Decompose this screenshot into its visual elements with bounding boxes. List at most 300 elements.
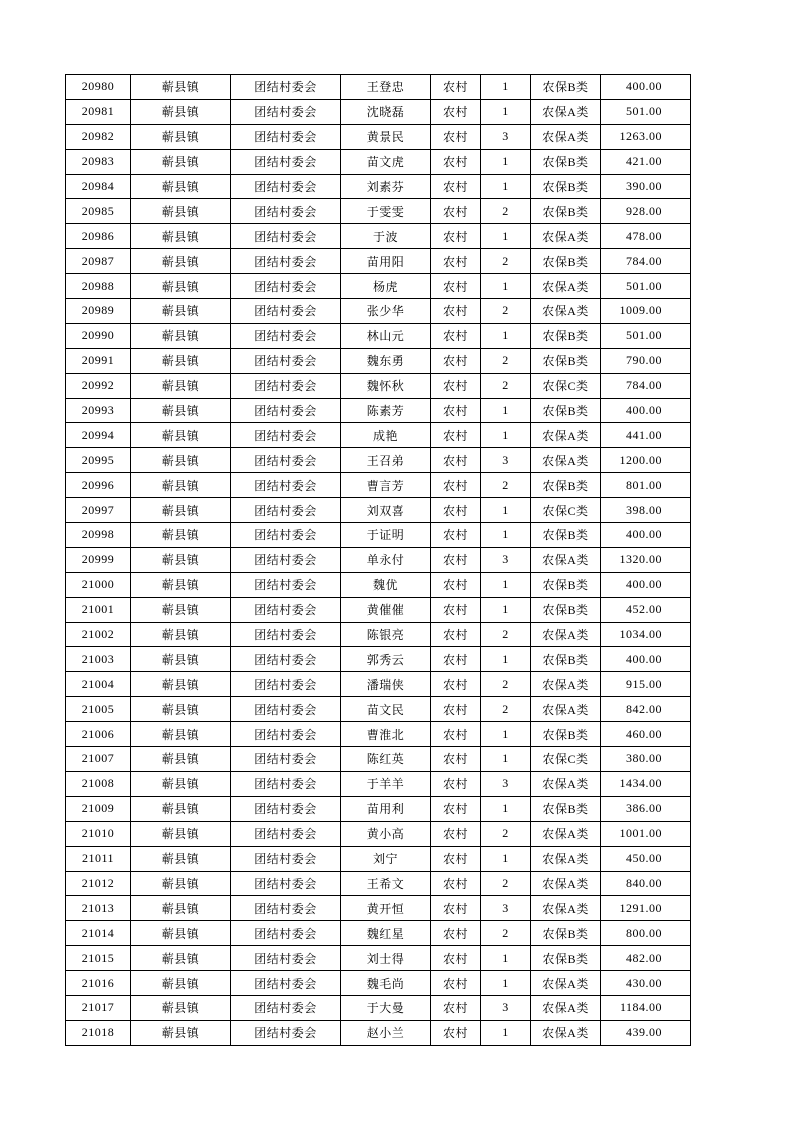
cell-amount: 501.00: [601, 274, 691, 299]
cell-residence: 农村: [431, 597, 481, 622]
cell-insurance-type: 农保C类: [531, 498, 601, 523]
cell-village: 团结村委会: [231, 796, 341, 821]
table-row: [66, 946, 691, 971]
cell-residence: 农村: [431, 896, 481, 921]
cell-residence: 农村: [431, 448, 481, 473]
table-row: [66, 249, 691, 274]
cell-count: 2: [481, 299, 531, 324]
cell-count: 1: [481, 224, 531, 249]
table-row: [66, 672, 691, 697]
cell-town: 蕲县镇: [131, 373, 231, 398]
cell-residence: 农村: [431, 299, 481, 324]
cell-insurance-type: 农保B类: [531, 75, 601, 100]
cell-village: 团结村委会: [231, 75, 341, 100]
cell-town: 蕲县镇: [131, 722, 231, 747]
cell-id: 21007: [66, 747, 131, 772]
table-row: [66, 995, 691, 1020]
cell-insurance-type: 农保B类: [531, 572, 601, 597]
cell-count: 2: [481, 672, 531, 697]
cell-name: 刘士得: [341, 946, 431, 971]
cell-town: 蕲县镇: [131, 249, 231, 274]
cell-residence: 农村: [431, 796, 481, 821]
cell-insurance-type: 农保A类: [531, 697, 601, 722]
cell-insurance-type: 农保B类: [531, 199, 601, 224]
table-row: [66, 348, 691, 373]
cell-town: 蕲县镇: [131, 771, 231, 796]
cell-name: 陈银亮: [341, 622, 431, 647]
cell-id: 20987: [66, 249, 131, 274]
cell-town: 蕲县镇: [131, 747, 231, 772]
table-row: [66, 473, 691, 498]
cell-insurance-type: 农保A类: [531, 274, 601, 299]
cell-residence: 农村: [431, 498, 481, 523]
cell-name: 陈红英: [341, 747, 431, 772]
cell-residence: 农村: [431, 124, 481, 149]
cell-town: 蕲县镇: [131, 871, 231, 896]
cell-residence: 农村: [431, 523, 481, 548]
cell-name: 杨虎: [341, 274, 431, 299]
cell-town: 蕲县镇: [131, 995, 231, 1020]
cell-insurance-type: 农保A类: [531, 299, 601, 324]
table-row: [66, 697, 691, 722]
cell-name: 刘双喜: [341, 498, 431, 523]
cell-name: 曹淮北: [341, 722, 431, 747]
cell-count: 1: [481, 149, 531, 174]
cell-name: 黄催催: [341, 597, 431, 622]
cell-amount: 460.00: [601, 722, 691, 747]
cell-name: 魏优: [341, 572, 431, 597]
cell-village: 团结村委会: [231, 697, 341, 722]
cell-insurance-type: 农保A类: [531, 448, 601, 473]
cell-count: 1: [481, 423, 531, 448]
cell-name: 刘素芬: [341, 174, 431, 199]
cell-id: 21002: [66, 622, 131, 647]
cell-village: 团结村委会: [231, 348, 341, 373]
cell-town: 蕲县镇: [131, 597, 231, 622]
cell-town: 蕲县镇: [131, 75, 231, 100]
table-row: [66, 398, 691, 423]
cell-amount: 400.00: [601, 572, 691, 597]
cell-insurance-type: 农保B类: [531, 174, 601, 199]
cell-residence: 农村: [431, 323, 481, 348]
cell-insurance-type: 农保C类: [531, 747, 601, 772]
table-row: [66, 75, 691, 100]
cell-count: 3: [481, 995, 531, 1020]
table-row: [66, 448, 691, 473]
cell-village: 团结村委会: [231, 299, 341, 324]
cell-name: 成艳: [341, 423, 431, 448]
cell-insurance-type: 农保B类: [531, 473, 601, 498]
cell-residence: 农村: [431, 174, 481, 199]
cell-amount: 1001.00: [601, 821, 691, 846]
cell-residence: 农村: [431, 224, 481, 249]
cell-count: 2: [481, 622, 531, 647]
cell-amount: 784.00: [601, 249, 691, 274]
cell-count: 1: [481, 946, 531, 971]
cell-town: 蕲县镇: [131, 199, 231, 224]
cell-insurance-type: 农保A类: [531, 423, 601, 448]
cell-town: 蕲县镇: [131, 971, 231, 996]
table-row: [66, 498, 691, 523]
cell-count: 2: [481, 348, 531, 373]
cell-town: 蕲县镇: [131, 622, 231, 647]
cell-count: 1: [481, 971, 531, 996]
cell-residence: 农村: [431, 547, 481, 572]
cell-village: 团结村委会: [231, 373, 341, 398]
cell-name: 王召弟: [341, 448, 431, 473]
cell-town: 蕲县镇: [131, 323, 231, 348]
cell-name: 于大曼: [341, 995, 431, 1020]
cell-residence: 农村: [431, 149, 481, 174]
cell-village: 团结村委会: [231, 199, 341, 224]
cell-town: 蕲县镇: [131, 274, 231, 299]
cell-amount: 800.00: [601, 921, 691, 946]
table-row: [66, 149, 691, 174]
cell-village: 团结村委会: [231, 224, 341, 249]
cell-residence: 农村: [431, 1020, 481, 1045]
table-row: [66, 174, 691, 199]
table-row: [66, 846, 691, 871]
cell-amount: 501.00: [601, 99, 691, 124]
cell-amount: 390.00: [601, 174, 691, 199]
cell-id: 20998: [66, 523, 131, 548]
cell-count: 1: [481, 174, 531, 199]
cell-insurance-type: 农保A类: [531, 995, 601, 1020]
cell-id: 20985: [66, 199, 131, 224]
cell-village: 团结村委会: [231, 821, 341, 846]
cell-name: 曹言芳: [341, 473, 431, 498]
cell-residence: 农村: [431, 274, 481, 299]
cell-insurance-type: 农保B类: [531, 398, 601, 423]
cell-id: 20991: [66, 348, 131, 373]
cell-count: 1: [481, 274, 531, 299]
cell-town: 蕲县镇: [131, 896, 231, 921]
cell-village: 团结村委会: [231, 871, 341, 896]
cell-id: 20989: [66, 299, 131, 324]
cell-residence: 农村: [431, 423, 481, 448]
cell-insurance-type: 农保A类: [531, 971, 601, 996]
cell-amount: 452.00: [601, 597, 691, 622]
cell-id: 20988: [66, 274, 131, 299]
cell-count: 1: [481, 747, 531, 772]
cell-town: 蕲县镇: [131, 99, 231, 124]
cell-name: 苗用阳: [341, 249, 431, 274]
cell-village: 团结村委会: [231, 747, 341, 772]
cell-count: 2: [481, 871, 531, 896]
cell-name: 于羊羊: [341, 771, 431, 796]
cell-amount: 501.00: [601, 323, 691, 348]
table-row: [66, 971, 691, 996]
cell-id: 21018: [66, 1020, 131, 1045]
table-row: [66, 274, 691, 299]
cell-residence: 农村: [431, 747, 481, 772]
cell-amount: 386.00: [601, 796, 691, 821]
cell-insurance-type: 农保B类: [531, 348, 601, 373]
cell-amount: 1434.00: [601, 771, 691, 796]
cell-residence: 农村: [431, 398, 481, 423]
cell-name: 黄景民: [341, 124, 431, 149]
cell-village: 团结村委会: [231, 547, 341, 572]
cell-village: 团结村委会: [231, 647, 341, 672]
cell-town: 蕲县镇: [131, 796, 231, 821]
cell-amount: 400.00: [601, 75, 691, 100]
cell-insurance-type: 农保B类: [531, 597, 601, 622]
cell-count: 3: [481, 448, 531, 473]
table-row: [66, 647, 691, 672]
records-table: [65, 74, 691, 1046]
cell-town: 蕲县镇: [131, 821, 231, 846]
cell-insurance-type: 农保B类: [531, 523, 601, 548]
cell-amount: 840.00: [601, 871, 691, 896]
cell-amount: 478.00: [601, 224, 691, 249]
records-table-body: [66, 75, 691, 1046]
cell-id: 21013: [66, 896, 131, 921]
cell-name: 张少华: [341, 299, 431, 324]
cell-amount: 1200.00: [601, 448, 691, 473]
cell-village: 团结村委会: [231, 523, 341, 548]
cell-residence: 农村: [431, 373, 481, 398]
cell-town: 蕲县镇: [131, 448, 231, 473]
table-row: [66, 99, 691, 124]
cell-residence: 农村: [431, 75, 481, 100]
cell-village: 团结村委会: [231, 323, 341, 348]
cell-amount: 928.00: [601, 199, 691, 224]
cell-village: 团结村委会: [231, 174, 341, 199]
cell-id: 21008: [66, 771, 131, 796]
cell-town: 蕲县镇: [131, 523, 231, 548]
cell-id: 20983: [66, 149, 131, 174]
cell-name: 黄小高: [341, 821, 431, 846]
cell-village: 团结村委会: [231, 149, 341, 174]
cell-insurance-type: 农保A类: [531, 896, 601, 921]
cell-name: 魏红星: [341, 921, 431, 946]
cell-town: 蕲县镇: [131, 398, 231, 423]
cell-id: 21001: [66, 597, 131, 622]
cell-id: 21015: [66, 946, 131, 971]
cell-village: 团结村委会: [231, 249, 341, 274]
table-row: [66, 921, 691, 946]
cell-residence: 农村: [431, 771, 481, 796]
cell-id: 20999: [66, 547, 131, 572]
cell-town: 蕲县镇: [131, 124, 231, 149]
cell-name: 沈晓磊: [341, 99, 431, 124]
cell-village: 团结村委会: [231, 771, 341, 796]
cell-residence: 农村: [431, 622, 481, 647]
cell-count: 1: [481, 323, 531, 348]
cell-town: 蕲县镇: [131, 921, 231, 946]
cell-amount: 1034.00: [601, 622, 691, 647]
cell-village: 团结村委会: [231, 946, 341, 971]
cell-insurance-type: 农保A类: [531, 1020, 601, 1045]
table-row: [66, 423, 691, 448]
cell-amount: 439.00: [601, 1020, 691, 1045]
cell-amount: 790.00: [601, 348, 691, 373]
cell-village: 团结村委会: [231, 672, 341, 697]
cell-insurance-type: 农保B类: [531, 249, 601, 274]
cell-id: 20997: [66, 498, 131, 523]
cell-residence: 农村: [431, 722, 481, 747]
cell-amount: 450.00: [601, 846, 691, 871]
cell-id: 21014: [66, 921, 131, 946]
cell-count: 1: [481, 572, 531, 597]
cell-count: 2: [481, 921, 531, 946]
cell-name: 魏怀秋: [341, 373, 431, 398]
cell-residence: 农村: [431, 348, 481, 373]
cell-insurance-type: 农保B类: [531, 323, 601, 348]
cell-amount: 430.00: [601, 971, 691, 996]
cell-amount: 1291.00: [601, 896, 691, 921]
cell-name: 郭秀云: [341, 647, 431, 672]
cell-id: 20996: [66, 473, 131, 498]
cell-amount: 400.00: [601, 398, 691, 423]
cell-residence: 农村: [431, 946, 481, 971]
table-row: [66, 547, 691, 572]
cell-town: 蕲县镇: [131, 672, 231, 697]
cell-id: 20994: [66, 423, 131, 448]
cell-name: 王登忠: [341, 75, 431, 100]
table-row: [66, 224, 691, 249]
cell-amount: 380.00: [601, 747, 691, 772]
cell-amount: 398.00: [601, 498, 691, 523]
cell-id: 20992: [66, 373, 131, 398]
cell-count: 1: [481, 75, 531, 100]
cell-amount: 421.00: [601, 149, 691, 174]
cell-count: 1: [481, 597, 531, 622]
cell-village: 团结村委会: [231, 398, 341, 423]
cell-amount: 1184.00: [601, 995, 691, 1020]
cell-id: 20986: [66, 224, 131, 249]
cell-name: 魏东勇: [341, 348, 431, 373]
cell-id: 21017: [66, 995, 131, 1020]
cell-count: 2: [481, 473, 531, 498]
cell-residence: 农村: [431, 249, 481, 274]
cell-residence: 农村: [431, 871, 481, 896]
cell-insurance-type: 农保A类: [531, 771, 601, 796]
cell-residence: 农村: [431, 647, 481, 672]
cell-name: 黄开恒: [341, 896, 431, 921]
cell-residence: 农村: [431, 473, 481, 498]
cell-count: 1: [481, 722, 531, 747]
cell-amount: 915.00: [601, 672, 691, 697]
cell-insurance-type: 农保A类: [531, 124, 601, 149]
cell-id: 21005: [66, 697, 131, 722]
cell-residence: 农村: [431, 995, 481, 1020]
cell-village: 团结村委会: [231, 498, 341, 523]
cell-town: 蕲县镇: [131, 946, 231, 971]
cell-village: 团结村委会: [231, 274, 341, 299]
table-row: [66, 572, 691, 597]
cell-residence: 农村: [431, 99, 481, 124]
cell-town: 蕲县镇: [131, 299, 231, 324]
cell-id: 21012: [66, 871, 131, 896]
cell-amount: 784.00: [601, 373, 691, 398]
cell-insurance-type: 农保A类: [531, 547, 601, 572]
cell-name: 苗文民: [341, 697, 431, 722]
cell-count: 1: [481, 647, 531, 672]
cell-town: 蕲县镇: [131, 423, 231, 448]
cell-name: 单永付: [341, 547, 431, 572]
cell-count: 2: [481, 821, 531, 846]
cell-count: 3: [481, 124, 531, 149]
cell-insurance-type: 农保A类: [531, 622, 601, 647]
cell-id: 20995: [66, 448, 131, 473]
cell-residence: 农村: [431, 971, 481, 996]
table-row: [66, 1020, 691, 1045]
cell-amount: 1009.00: [601, 299, 691, 324]
cell-count: 1: [481, 1020, 531, 1045]
table-row: [66, 373, 691, 398]
cell-village: 团结村委会: [231, 722, 341, 747]
cell-name: 于证明: [341, 523, 431, 548]
cell-town: 蕲县镇: [131, 547, 231, 572]
cell-town: 蕲县镇: [131, 498, 231, 523]
cell-count: 1: [481, 99, 531, 124]
cell-count: 2: [481, 199, 531, 224]
cell-village: 团结村委会: [231, 473, 341, 498]
cell-insurance-type: 农保A类: [531, 99, 601, 124]
cell-insurance-type: 农保B类: [531, 647, 601, 672]
cell-insurance-type: 农保B类: [531, 946, 601, 971]
cell-insurance-type: 农保A类: [531, 821, 601, 846]
cell-amount: 482.00: [601, 946, 691, 971]
cell-village: 团结村委会: [231, 995, 341, 1020]
cell-residence: 农村: [431, 672, 481, 697]
table-row: [66, 896, 691, 921]
cell-id: 21010: [66, 821, 131, 846]
cell-id: 20980: [66, 75, 131, 100]
cell-name: 于波: [341, 224, 431, 249]
table-row: [66, 622, 691, 647]
cell-town: 蕲县镇: [131, 149, 231, 174]
cell-id: 20982: [66, 124, 131, 149]
cell-insurance-type: 农保A类: [531, 224, 601, 249]
cell-town: 蕲县镇: [131, 572, 231, 597]
cell-village: 团结村委会: [231, 572, 341, 597]
cell-village: 团结村委会: [231, 1020, 341, 1045]
cell-village: 团结村委会: [231, 896, 341, 921]
cell-insurance-type: 农保A类: [531, 871, 601, 896]
cell-insurance-type: 农保A类: [531, 672, 601, 697]
cell-id: 20984: [66, 174, 131, 199]
cell-id: 20981: [66, 99, 131, 124]
cell-count: 2: [481, 373, 531, 398]
cell-id: 21006: [66, 722, 131, 747]
cell-id: 21003: [66, 647, 131, 672]
table-row: [66, 747, 691, 772]
cell-count: 2: [481, 249, 531, 274]
cell-town: 蕲县镇: [131, 1020, 231, 1045]
cell-name: 王希文: [341, 871, 431, 896]
table-row: [66, 299, 691, 324]
table-row: [66, 796, 691, 821]
cell-count: 1: [481, 796, 531, 821]
cell-insurance-type: 农保B类: [531, 796, 601, 821]
cell-village: 团结村委会: [231, 622, 341, 647]
cell-name: 陈素芳: [341, 398, 431, 423]
cell-village: 团结村委会: [231, 124, 341, 149]
cell-amount: 801.00: [601, 473, 691, 498]
cell-count: 3: [481, 547, 531, 572]
cell-name: 潘瑞侠: [341, 672, 431, 697]
cell-id: 20990: [66, 323, 131, 348]
table-row: [66, 771, 691, 796]
cell-residence: 农村: [431, 846, 481, 871]
cell-town: 蕲县镇: [131, 174, 231, 199]
cell-id: 21004: [66, 672, 131, 697]
cell-count: 3: [481, 771, 531, 796]
cell-amount: 400.00: [601, 523, 691, 548]
cell-count: 2: [481, 697, 531, 722]
